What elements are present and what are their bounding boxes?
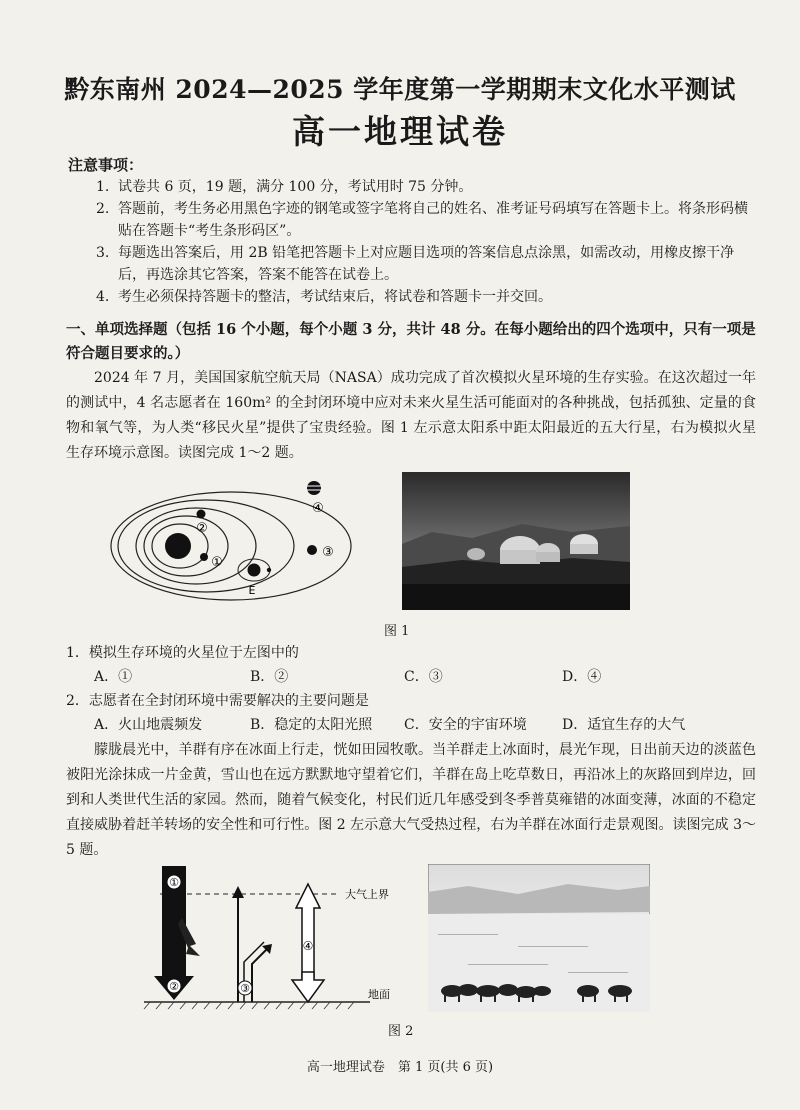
notice-item: 3. 每题选出答案后，用 2B 铅笔把答题卡上对应题目选项的答案信息点涂黑，如需改动，用橡皮擦干净后，再选涂其它答案，答案不能答在试卷上。	[96, 245, 735, 283]
question-1-options	[94, 666, 774, 688]
question-1-stem: 1．模拟生存环境的火星位于左图中的	[66, 645, 299, 661]
label-ground: 地面	[368, 988, 390, 1001]
label-4: ④	[302, 939, 314, 953]
label-4: ④	[312, 501, 324, 516]
label-top-atmosphere: 大气上界	[345, 888, 389, 901]
planet-3-icon	[307, 545, 317, 555]
label-earth: E	[248, 584, 256, 597]
earth-icon	[248, 564, 261, 577]
question-2-stem: 2．志愿者在全封闭环境中需要解决的主要问题是	[66, 693, 369, 709]
solar-system-diagram	[106, 474, 376, 604]
option-a[interactable]: A．火山地震频发	[94, 717, 203, 733]
figure1-caption: 图 1	[384, 624, 410, 639]
mars-habitat-photo	[402, 472, 630, 610]
figure2-caption: 图 2	[388, 1024, 414, 1039]
notice-item: 2. 答题前，考生务必用黑色字迹的钢笔或签字笔将自己的姓名、准考证号码填写在答题卡上。将条形码横贴在答题卡“考生条形码区”。	[96, 201, 748, 239]
option-a[interactable]: A．①	[94, 669, 133, 685]
option-c[interactable]: C．安全的宇宙环境	[404, 717, 527, 733]
passage-sheep: 朦胧晨光中，羊群有序在冰面上行走，恍如田园牧歌。当羊群走上冰面时，晨光乍现，日出前天边的淡蓝色被阳光涂抹成一片金黄，雪山也在远方默默地守望着它们，羊群在岛上吃草数日，再沿冰上的灰路回到岸边，回到和人类世代生活的家园。然而，随着气候变化，村民们近几年感受到冬季普莫雍错的冰面变薄，冰面的不稳定直接威胁着赶羊转场的安全性和可行性。图 2 左示意大气受热过程，右为羊群在冰面行走景观图。读图完成 3～5 题。	[66, 742, 756, 858]
exam-subtitle: 高一地理试卷	[292, 112, 508, 151]
notice-list	[96, 176, 756, 308]
question-2-options	[94, 714, 774, 736]
notice-item: 4. 考生必须保持答题卡的整洁，考试结束后，将试卷和答题卡一并交回。	[96, 289, 552, 305]
label-2: ②	[169, 980, 179, 993]
label-3: ③	[240, 982, 250, 995]
exam-title: 黔东南州 2024—2025 学年度第一学期期末文化水平测试	[64, 75, 736, 104]
notice-item: 1. 试卷共 6 页，19 题，满分 100 分，考试用时 75 分钟。	[96, 179, 473, 195]
moon-icon	[267, 568, 271, 572]
label-2: ②	[196, 521, 208, 536]
sheep-on-ice-photo	[428, 864, 650, 1012]
passage-mars: 2024 年 7 月，美国国家航空航天局（NASA）成功完成了首次模拟火星环境的生存实验。在这次超过一年的测试中，4 名志愿者在 160m² 的全封闭环境中应对未来火星生活可能面对的各种挑战，包括孤独、定量的食物和氧气等，为人类“移民火星”提供了宝贵经验。图 1 左示意太阳系中距太阳最近的五大行星，右为模拟火星生存环境示意图。读图完成 1～2 题。	[66, 370, 756, 461]
atmosphere-heating-diagram	[140, 862, 400, 1012]
option-d[interactable]: D．适宜生存的大气	[562, 717, 686, 733]
section-heading: 一、单项选择题（包括 16 个小题，每个小题 3 分，共计 48 分。在每小题给出的四个选项中，只有一项是符合题目要求的。）	[66, 321, 756, 362]
label-1: ①	[169, 876, 179, 889]
option-c[interactable]: C．③	[404, 669, 443, 685]
planet-4-icon	[307, 481, 321, 495]
sun-icon	[165, 533, 191, 559]
planet-2-icon	[197, 510, 206, 519]
option-b[interactable]: B．②	[250, 669, 289, 685]
option-d[interactable]: D．④	[562, 669, 602, 685]
planet-1-icon	[200, 553, 208, 561]
page-footer: 高一地理试卷 第 1 页(共 6 页)	[306, 1060, 494, 1075]
label-3: ③	[322, 545, 334, 560]
notice-heading: 注意事项：	[68, 156, 144, 174]
label-1: ①	[211, 555, 223, 570]
option-b[interactable]: B．稳定的太阳光照	[250, 717, 373, 733]
